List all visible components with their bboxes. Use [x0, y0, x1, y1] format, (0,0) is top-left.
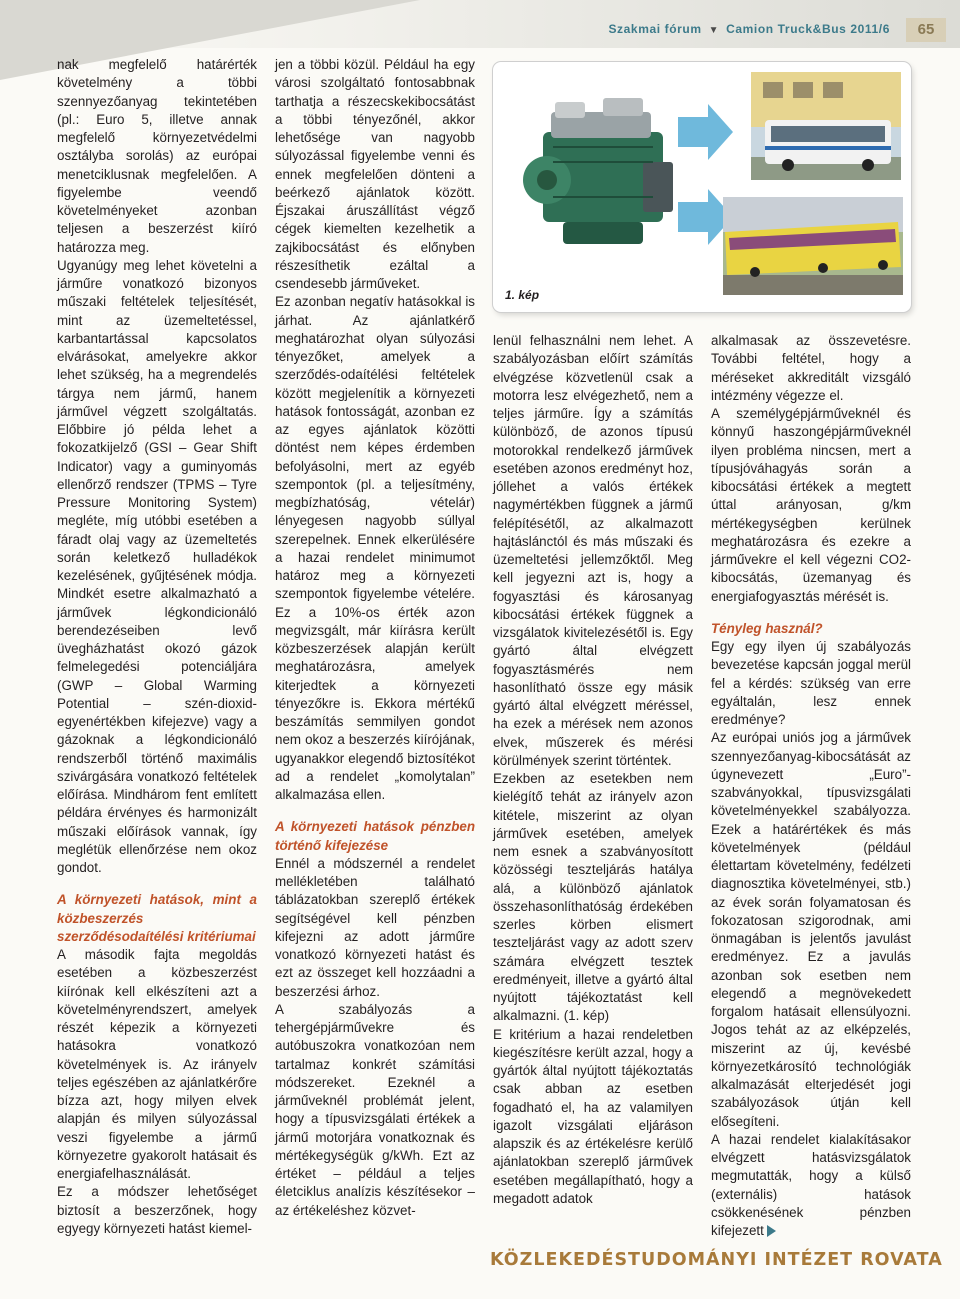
paragraph: E kritérium a hazai rendeletben kiegészítésre került azzal, hogy a gyártók által nyújtott tájékoztatás csak abban az esetben fogadható el, ha az valamilyen igazolt vizsgálati eljáráson alapszik és az értékelésre kerülő ajánlatokban szereplő járművek esetében megállapítható, hogy a megadott adatok	[493, 1026, 693, 1206]
magazine-issue: Camion Truck&Bus 2011/6	[726, 22, 890, 36]
paragraph: nak megfelelő határérték követelmény a többi szennyezőanyag tekintetében (pl.: Euro 5, illetve annak megfelelő környezetvédelmi osztályba sorolás) az európai menetciklusnak megfelelően. A figyelembe veendő követelményeket azonban teljesen a beszerzést kiíró határozza meg.	[57, 57, 257, 255]
paragraph: A szabályozás a tehergépjárművekre és autóbuszokra vonatkozóan nem tartalmaz konkrét számítási módszereket. Ezeknél a járműveknél problémát jelent, hogy a típusvizsgálati értékek a jármű motorjára vonatkoznak és mértékegységük g/kWh. Ezt az értéket – például a teljes életciklus analízis készítésekor – az értékeléshez közvet-	[275, 1001, 475, 1218]
text-column-4	[711, 332, 911, 1240]
paragraph: Ez a módszer lehetőséget biztosít a beszerzőnek, hogy egyegy környezeti hatást kiemel-	[57, 1184, 257, 1236]
paragraph: Ennél a módszernél a rendelet mellékletében található táblázatokban szereplő értékek segítségével kell pénzben kifejezni az adott járműre vonatkozó környezeti hatást és ezt az összeget kell hozzáadni a beszerzési árhoz.	[275, 855, 475, 999]
engine-to-vehicles-illustration	[493, 62, 911, 312]
articulated-bus-photo	[723, 197, 903, 295]
figure-1	[493, 62, 911, 312]
section-name: Szakmai fórum	[608, 22, 702, 36]
section-heading: A környezeti hatások, mint a közbeszerzés szerződésodaítélési kritériumai	[57, 892, 257, 944]
paragraph: Ugyanúgy meg lehet követelni a járműre vonatkozó bizonyos műszaki feltételek teljesítését, mint az üzemeltetéssel, karbantartással kapcsolatos elvárásokat, amelyekre akkor lehet szükség, ha a megrendelés tárgya nem jármű, hanem járművel végzett szolgáltatás. Előbbire jó példa lehet a fokozatkijelző (GSI – Gear Shift Indicator) vagy a guminyomás ellenőrző rendszer (TPMS – Tyre Pressure Monitoring System) megléte, míg utóbbi esetében a fáradt olaj vagy az üzemeltetés során keletkező hulladékok kezelésének, gyűjtésének módja. Mindkét esetre alkalmazható a járművek légkondicionáló berendezéseiben levő üvegházhatást okozó gázok felmelegedési potenciáljára (GWP – Global Warming Potential – szén-dioxid-egyenértékben kifejezve) vagy a gázoknak a légkondicionáló rendszerből történő maximális szivárgására vonatkozó feltételek előírása. Mindhárom fent említett példára érvényes és harmonizált műszaki előírások vannak, így meglétük ellenőrzése nem okoz gondot.	[57, 257, 257, 875]
paragraph: A személygépjárműveknél és könnyű haszongépjárműveknél ilyen probléma nincsen, mert a típusjóváhagyás során a kibocsátási értékek a megtett úttal arányosan, g/km mértékegységben kerülnek meghatározásra és ezekre a járművekre el kell végezni CO2-kibocsátás, üzemanyag és energiafogyasztás mérését is.	[711, 406, 911, 604]
paragraph: jen a többi közül. Például ha egy városi szolgáltató fontosabbnak tarthatja a részecskekibocsátást a többi tényezőnél, akkor lehetősége van nagyobb súlyozással figyelembe venni és ennek megfelelően dönteni a beérkező ajánlatok között. Éjszakai áruszállítást végző cégek kiemelten kezelhetik a zajkibocsátást és előnyben részesíthetik ezáltal a csendesebb járműveket.	[275, 57, 475, 291]
triangle-separator-icon: ▼	[708, 25, 720, 36]
paragraph: Egy egy ilyen új szabályozás bevezetése kapcsán joggal merül fel a kérdés: szükség van erre egyáltalán, lesz ennek eredménye?	[711, 639, 911, 727]
paragraph: A második fajta megoldás esetében a közbeszerzést kiírónak kell elkészíteni azt a követelményrendszert, amelyek részét képezik a környezeti hatásokra vonatkozó követelmények is. Az irányelv teljes egészében az ajánlatkérőre bízza azt, hogy milyen elvek alapján és milyen súlyozással veszi figyelembe a jármű környezetre gyakorolt hatásait és energiafelhasználását.	[57, 947, 257, 1181]
paragraph: Ezekben az esetekben nem kielégítő tehát az irányelv azon kitétele, miszerint az olyan járművek esetében, amelyek nem esnek a szabványosított közösségi teszteljárás hatálya alá, a különböző ajánlatok összehasonlíthatóság érdekében szerles körben elismert teszteljárást vagy az adott szerv számára elvégzett tesztek eredményeit, illetve a gyártó által nyújtott tájékoztatást kell alkalmazni. (1. kép)	[493, 771, 693, 1024]
paragraph: Ez azonban negatív hatásokkal is járhat. Az ajánlatkérő meghatározhat olyan súlyozási tényezőket, amelyek a szerződés-odaítélési feltételek között megjelenítik a környezeti hatások fontosságát, azonban ez az egyes ajánlatok közötti döntést nem képes érdemben befolyásolni, mert az egyéb szempontok (pl. a teljesítmény, megbízhatóság, vételár) lényegesen nagyobb súllyal szerepelnek. Ennek elkerülésére a hazai rendelet minimumot határoz meg a környezeti szempontok figyelembe vételére. Ez a 10%-os érték azon megvizsgált, már kiírásra került közbeszerzések alapján került meghatározásra, amelyek kiterjedtek a környezeti tényezőkre is. Ekkora mértékű beszámítás semmilyen gondot nem okoz a beszerzés kiírójának, ugyanakkor elegendő biztosítékot ad a rendelet „komolytalan” alkalmazása ellen.	[275, 294, 475, 802]
figure-caption: 1. kép	[505, 288, 540, 302]
section-heading: A környezeti hatások pénzben történő kifejezése	[275, 819, 475, 853]
engine-image	[523, 98, 673, 244]
arrow-icon	[678, 104, 733, 160]
paragraph: Az európai uniós jog a járművek szennyezőanyag-kibocsátását az úgynevezett „Euro”-szabványokkal, típusvizsgálati követelményekkel szabályozza. Ezek a határértékek és más követelmények (például élettartam követelmény, fedélzeti diagnosztika követelményei, stb.) az évek során folyamatosan és fokozatosan szigorodnak, ami önmagában is jelentős javulást eredményez. Ez a javulás azonban sok esetben nem elegendő a megnövekedett forgalom hatásait ellensúlyozni. Jogos tehát az az elképzelés, miszerint az új, kevésbé környezetkárosító technológiák alkalmazását elterjedését jogi szabályozások útján kell elősegíteni.	[711, 730, 911, 1129]
running-header	[608, 22, 890, 36]
footer-section-title: KÖZLEKEDÉSTUDOMÁNYI INTÉZET ROVATA	[490, 1250, 943, 1270]
page-number: 65	[906, 18, 946, 42]
section-heading: Tényleg használ?	[711, 620, 823, 636]
text-column-1	[57, 56, 257, 1238]
text-column-2	[275, 56, 475, 1220]
city-bus-photo	[751, 72, 901, 180]
paragraph	[711, 1131, 911, 1241]
text-column-3	[493, 332, 693, 1208]
continue-arrow-icon	[767, 1225, 776, 1237]
paragraph: lenül felhasználni nem lehet. A szabályozásban előírt számítás elvégzése közvetlenül csak a motorra lesz elvégezhető, nem a teljes járműre. Így a számítás különböző, de azonos típusú motorokkal rendelkező járművek esetében azonos eredményt hoz, jóllehet a valós értékek nagymértékben függnek a jármű felépítésétől, az alkalmazott hajtáslánctól és más műszaki és üzemeltetési jellemzőktől. Meg kell jegyezni azt is, hogy a fogyasztási és károsanyag kibocsátási értékek függnek a vizsgálatok kivitelezésétől is. Egy gyártó által elvégzett fogyasztásmérés nem hasonlítható össze egy másik gyártó által elvégzett méréssel, ha ezek a mérések nem azonos elvek, műszerek és mérési körülmények szerint történtek.	[493, 333, 693, 768]
paragraph: alkalmasak az összevetésre. További feltétel, hogy a méréseket akkreditált vizsgáló intézmény végezze el.	[711, 333, 911, 403]
paragraph-text: A hazai rendelet kialakításakor elvégzett hatásvizsgálatok megmutatták, hogy a külső (externális) hatások csökkenésének pénzben kifejezett	[711, 1131, 911, 1238]
